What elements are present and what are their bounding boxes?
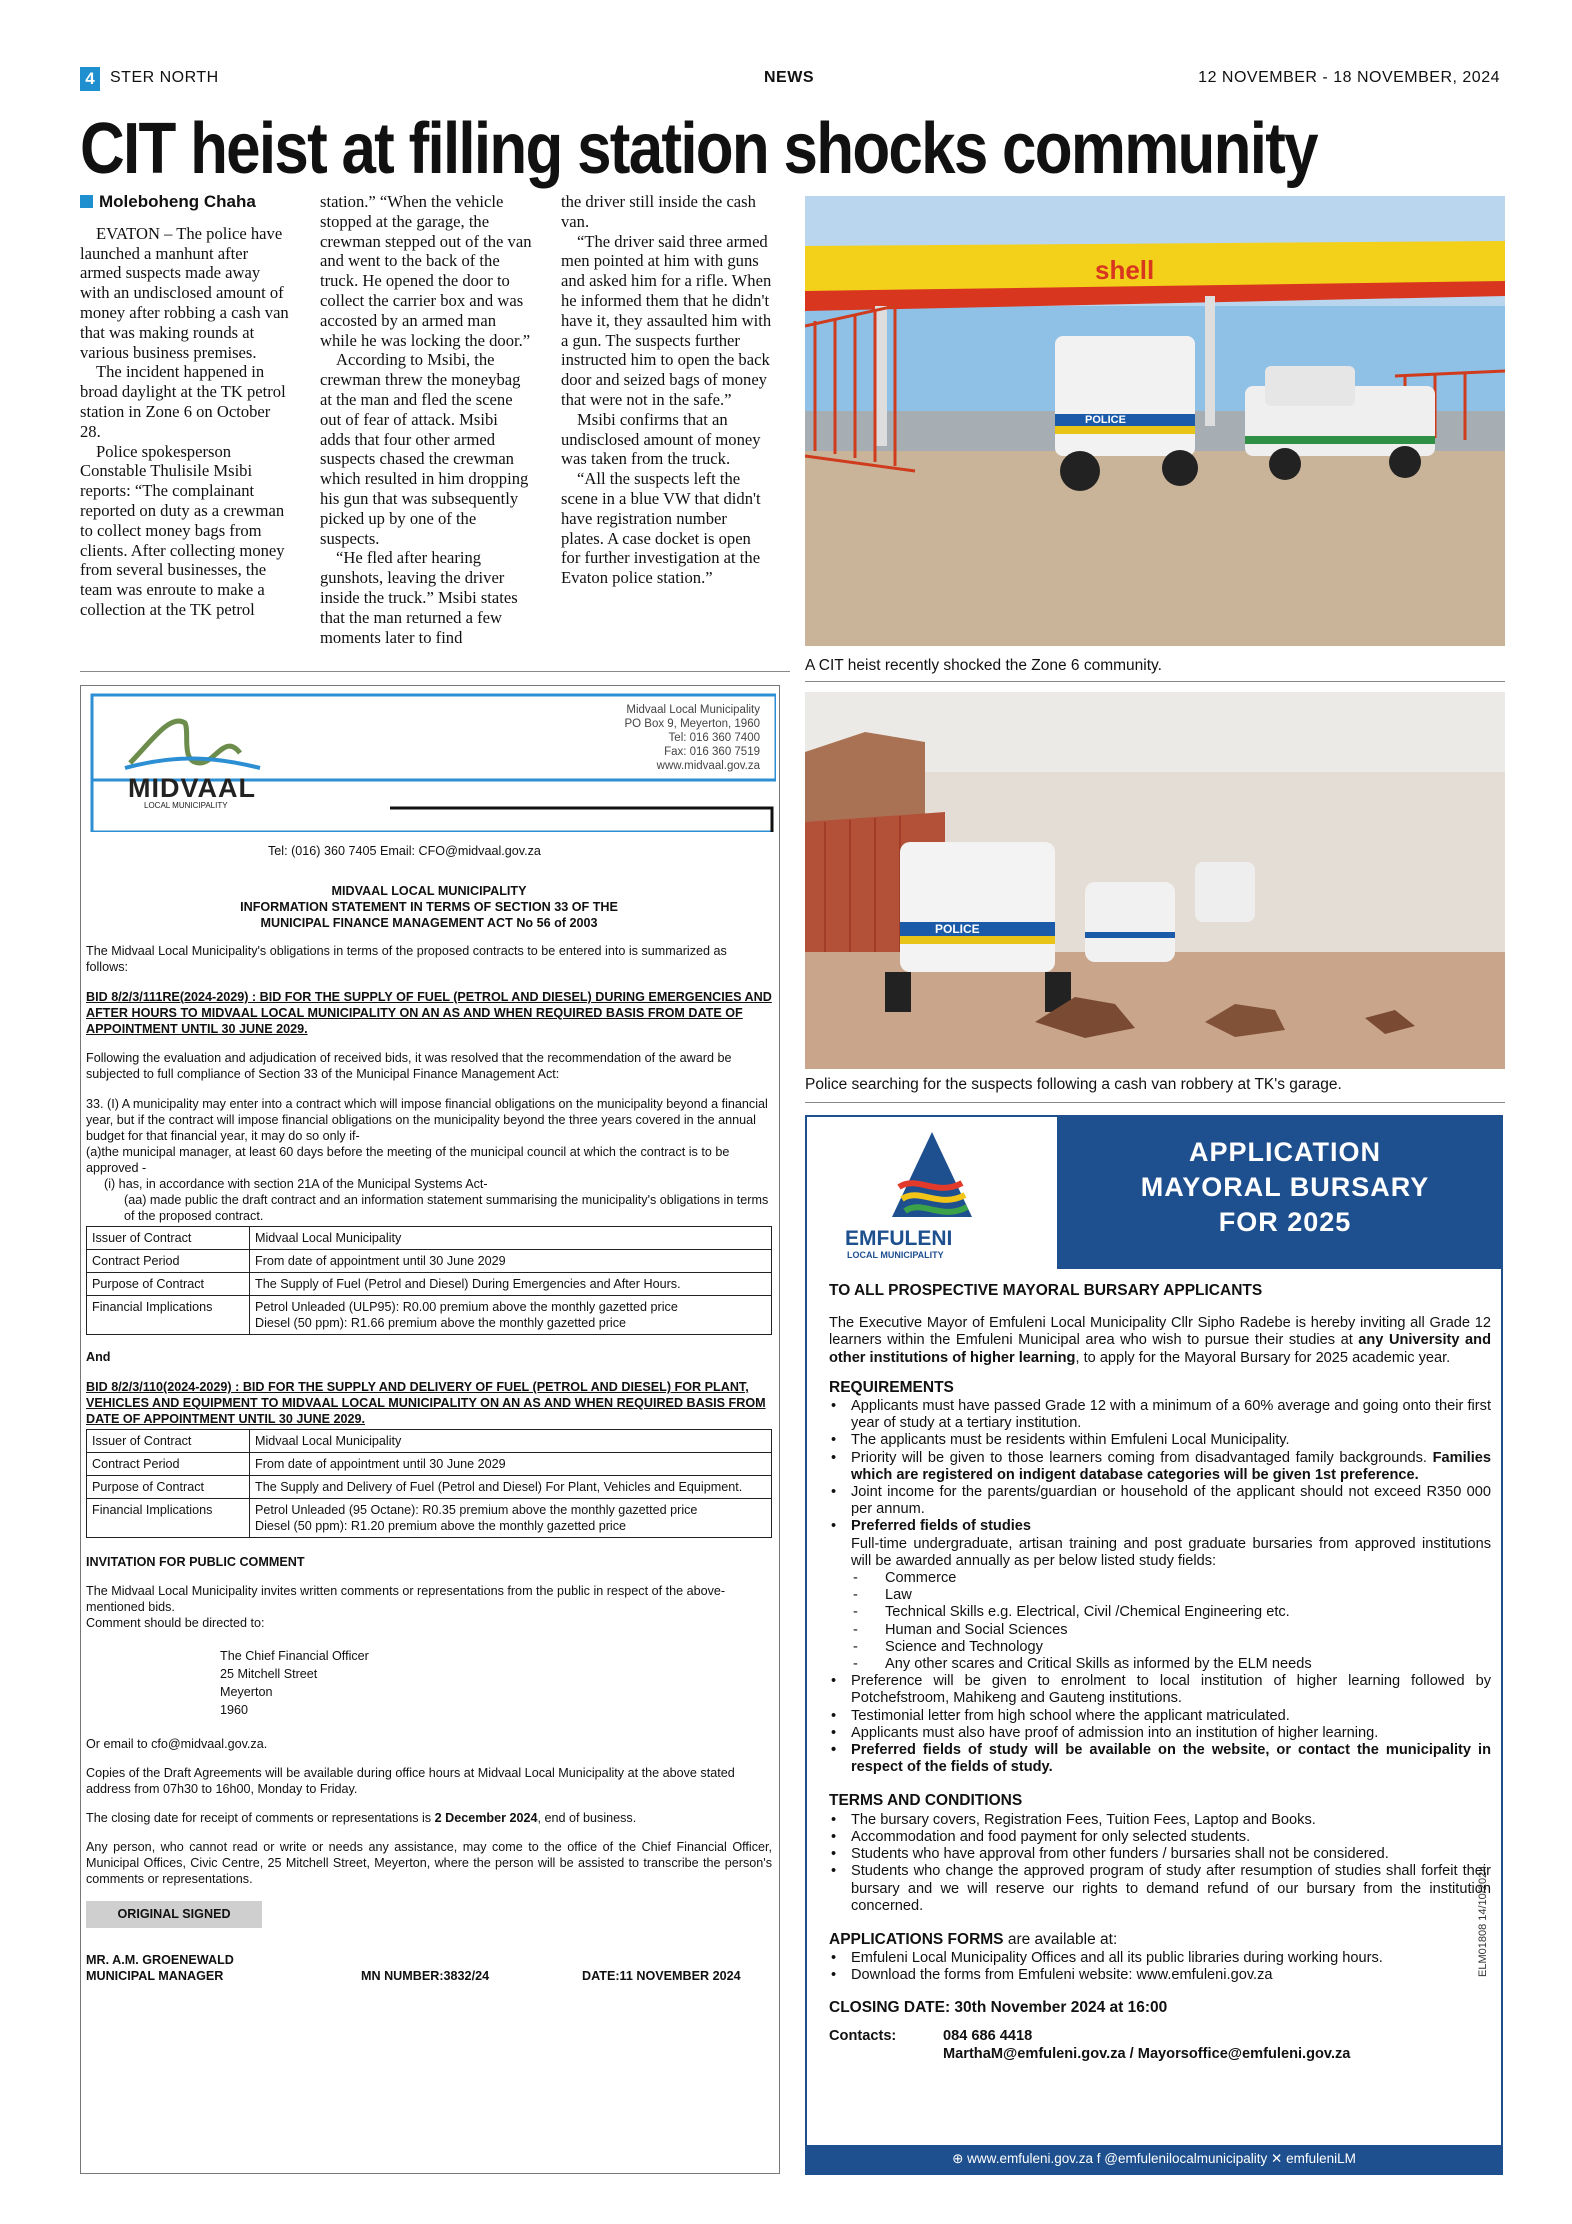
ad-title: APPLICATION MAYORAL BURSARY FOR 2025	[1140, 1137, 1430, 1237]
cfo-address: The Chief Financial Officer 25 Mitchell Street Meyerton 1960	[220, 1649, 369, 1717]
forms-heading: APPLICATIONS FORMS are available at:	[829, 1930, 1118, 1948]
page-number: 4	[80, 67, 100, 91]
article-paragraph: The incident happened in broad daylight at the TK petrol station in Zone 6 on October 28.	[80, 362, 286, 441]
original-signed-box: ORIGINAL SIGNED	[86, 1901, 262, 1928]
signer-title: MUNICIPAL MANAGER	[86, 1969, 224, 1983]
copies-text: Copies of the Draft Agreements will be available during office hours at Midvaal Local Municipality at the above stated address from 07h30 to 16h00, Monday to Friday.	[86, 1766, 735, 1796]
article-column-1	[80, 192, 292, 620]
article-paragraph: “All the suspects left the scene in a blue VW that didn't have registration number plates. A case docket is open for further investigation at the Evaton police station.”	[561, 469, 761, 588]
list-item: - Any other scares and Critical Skills as informed by the ELM needs	[829, 1656, 1491, 1673]
list-item: • Priority will be given to those learners coming from disadvantaged family backgrounds. Families which are registered on indigent database categories will be given 1st preference.	[829, 1450, 1491, 1484]
list-item: • Emfuleni Local Municipality Offices and all its public libraries during working hours.	[829, 1950, 1491, 1967]
invitation-heading: INVITATION FOR PUBLIC COMMENT	[86, 1555, 305, 1569]
closing-date: CLOSING DATE: 30th November 2024 at 16:00	[829, 1998, 1168, 2016]
list-item: • Applicants must also have proof of admission into an institution of higher learning.	[829, 1725, 1491, 1742]
list-item: - Human and Social Sciences	[829, 1622, 1491, 1639]
photo1-caption: A CIT heist recently shocked the Zone 6 community.	[805, 657, 1162, 674]
midvaal-logo-sub: LOCAL MUNICIPALITY	[144, 801, 228, 810]
section33-a: (a)the municipal manager, at least 60 days before the meeting of the municipal council at which the contract is to be approved -	[86, 1145, 730, 1175]
article-paragraph: “The driver said three armed men pointed at him with guns and asked him for a rifle. When he informed them that he didn't have it, they assaulted him with a gun. The suspects further instructed him to open the back door and seized bags of money that were not in the safe.”	[561, 231, 772, 409]
assist-text: Any person, who cannot read or write or needs any assistance, may come to the office of the Chief Financial Officer, Municipal Offices, Civic Centre, 25 Mitchell Street, Meyerton, where the person will be assisted to transcribe the person's comments or representations.	[86, 1840, 772, 1886]
list-item: • Accommodation and food payment for only selected students.	[829, 1829, 1491, 1846]
article-paragraph: According to Msibi, the crewman threw the moneybag at the man and fled the scene out of fear of attack. Msibi adds that four other armed suspects chased the crewman which resulted in him dropping his gun that was subsequently picked up by one of the suspects.	[320, 350, 529, 548]
midvaal-following: Following the evaluation and adjudication of received bids, it was resolved that the recommendation of the award be subjected to full compliance of Section 33 of the Municipal Finance Management Act:	[86, 1051, 732, 1081]
terms-heading: TERMS AND CONDITIONS	[829, 1792, 1023, 1810]
section33-aa: (aa) made public the draft contract and an information statement summarising the municipality's obligations in terms of the proposed contract.	[124, 1193, 769, 1223]
and-label: And	[86, 1350, 111, 1364]
list-item: - Technical Skills e.g. Electrical, Civil /Chemical Engineering etc.	[829, 1604, 1491, 1621]
ad-body	[829, 1282, 1491, 2064]
forms-list	[829, 1950, 1491, 1984]
emfuleni-logo-icon	[807, 1117, 1057, 1227]
list-item: • Joint income for the parents/guardian or household of the applicant should not exceed R350 000 per annum.	[829, 1484, 1491, 1518]
table-row: Purpose of Contract The Supply of Fuel (Petrol and Diesel) During Emergencies and After Hours.	[87, 1273, 772, 1296]
article-headline: CIT heist at filling station shocks community	[80, 109, 1317, 189]
divider	[805, 681, 1505, 682]
article-paragraph: Police spokesperson Constable Thulisile Msibi reports: “The complainant reported on duty as a crewman to collect money bags from clients. After collecting money from several businesses, the team was enroute to make a collection at the TK petrol	[80, 441, 285, 619]
emfuleni-logo-sub: LOCAL MUNICIPALITY	[847, 1250, 944, 1260]
list-item: • Students who change the approved program of study after resumption of studies shall forfeit their bursary and we will reserve our rights to demand refund of our bursary from the institution concerned.	[829, 1863, 1491, 1915]
bid2-title: BID 8/2/3/110(2024-2029) : BID FOR THE SUPPLY AND DELIVERY OF FUEL (PETROL AND DIESEL) FOR PLANT, VEHICLES AND EQUIPMENT TO MIDVAAL LOCAL MUNICIPALITY ON AN AS AND WHEN REQUIRED BASIS FROM DATE OF APPOINTMENT UNTIL 30 JUNE 2029.	[86, 1380, 766, 1426]
list-item: - Commerce	[829, 1570, 1491, 1587]
svg-text:POLICE: POLICE	[935, 922, 980, 936]
table-row: Purpose of Contract The Supply and Delivery of Fuel (Petrol and Diesel) For Plant, Vehicles and Equipment.	[87, 1476, 772, 1499]
list-item: • The applicants must be residents within Emfuleni Local Municipality.	[829, 1432, 1491, 1449]
table-row: Issuer of Contract Midvaal Local Municipality	[87, 1227, 772, 1250]
notice-date: DATE:11 NOVEMBER 2024	[582, 1969, 741, 1983]
ad-footer-links: ⊕ www.emfuleni.gov.za f @emfulenilocalmunicipality ✕ emfuleniLM	[807, 2145, 1501, 2173]
table-row: Contract Period From date of appointment until 30 June 2029	[87, 1250, 772, 1273]
issue-date: 12 NOVEMBER - 18 NOVEMBER, 2024	[1198, 69, 1500, 86]
article-paragraph: “He fled after hearing gunshots, leaving the driver inside the truck.” Msibi states that the man returned a few moments later to find	[320, 548, 518, 647]
contacts: Contacts: 084 686 4418 MarthaM@emfuleni.gov.za / Mayorsoffice@emfuleni.gov.za	[829, 2027, 1351, 2062]
photo-police-search	[805, 692, 1505, 1069]
contract-table-1	[86, 1226, 772, 1335]
section33-ai: (i) has, in accordance with section 21A of the Municipal Systems Act-	[104, 1177, 488, 1191]
shell-sign: shell	[1095, 255, 1155, 285]
req-heading: REQUIREMENTS	[829, 1378, 954, 1396]
list-item: • Testimonial letter from high school where the applicant matriculated.	[829, 1708, 1491, 1725]
list-item: • Download the forms from Emfuleni website: www.emfuleni.gov.za	[829, 1967, 1491, 1984]
photo-filling-station	[805, 196, 1505, 646]
photo2-caption: Police searching for the suspects following a cash van robbery at TK's garage.	[805, 1076, 1342, 1093]
list-item: • Applicants must have passed Grade 12 with a minimum of a 60% average and going onto their first year of study at a tertiary institution.	[829, 1398, 1491, 1432]
ad-to: TO ALL PROSPECTIVE MAYORAL BURSARY APPLICANTS	[829, 1282, 1263, 1299]
byline: Moleboheng Chaha	[80, 192, 292, 212]
midvaal-contact: Tel: (016) 360 7405 Email: CFO@midvaal.gov.za	[268, 844, 541, 858]
emfuleni-bursary-ad	[805, 1115, 1503, 2175]
table-row: Issuer of Contract Midvaal Local Municipality	[87, 1430, 772, 1453]
article-paragraph: Msibi confirms that an undisclosed amount of money was taken from the truck.	[561, 409, 761, 469]
section33: 33. (I) A municipality may enter into a contract which will impose financial obligations on the municipality beyond a financial year, but if the contract will impose financial obligations on the municipality beyond the three years covered in the annual budget for that financial year, it may do so only if-	[86, 1097, 768, 1143]
divider	[805, 1102, 1505, 1103]
midvaal-body	[86, 843, 772, 1984]
section-name: NEWS	[764, 69, 814, 86]
contract-table-2	[86, 1429, 772, 1538]
list-item: • The bursary covers, Registration Fees, Tuition Fees, Laptop and Books.	[829, 1812, 1491, 1829]
terms-list	[829, 1812, 1491, 1915]
table-row: Financial Implications Petrol Unleaded (ULP95): R0.00 premium above the monthly gazetted price Diesel (50 ppm): R1.66 premium above the monthly gazetted price	[87, 1296, 772, 1335]
bid1-title: BID 8/2/3/111RE(2024-2029) : BID FOR THE SUPPLY OF FUEL (PETROL AND DIESEL) DURING EMERGENCIES AND AFTER HOURS TO MIDVAAL LOCAL MUNICIPALITY ON AN AS AND WHEN REQUIRED BASIS FROM DATE OF APPOINTMENT UNTIL 30 JUNE 2029.	[86, 990, 772, 1036]
article-column-3	[561, 192, 773, 588]
req-list	[829, 1398, 1491, 1776]
midvaal-letterhead	[90, 693, 776, 832]
signer-name: MR. A.M. GROENEWALD	[86, 1953, 234, 1967]
article-paragraph: EVATON – The police have launched a manhunt after armed suspects made away with an undisclosed amount of money after robbing a cash van that was making rounds at various business premises.	[80, 223, 289, 362]
emfuleni-logo-panel	[807, 1117, 1057, 1269]
list-item: - Law	[829, 1587, 1491, 1604]
list-item: • Preferred fields of study will be available on the website, or contact the municipality in respect of the fields of study.	[829, 1742, 1491, 1776]
table-row: Financial Implications Petrol Unleaded (95 Octane): R0.35 premium above the monthly gazetted price Diesel (50 ppm): R1.20 premium above the monthly gazetted price	[87, 1499, 772, 1538]
mn-number: MN NUMBER:3832/24	[361, 1969, 490, 1983]
emfuleni-logo-text: EMFULENI	[845, 1227, 953, 1250]
list-item: • Students who have approval from other funders / bursaries shall not be considered.	[829, 1846, 1491, 1863]
signer-line	[86, 1968, 772, 1984]
midvaal-address: Midvaal Local Municipality PO Box 9, Meyerton, 1960 Tel: 016 360 7400 Fax: 016 360 7519 www.midvaal.gov.za	[624, 704, 760, 772]
midvaal-logo-text: MIDVAAL	[128, 773, 256, 803]
list-item: • Preference will be given to enrolment to local institution of higher learning followed by Potchefstroom, Mahikeng and Gauteng institutions.	[829, 1673, 1491, 1707]
list-item: - Science and Technology	[829, 1639, 1491, 1656]
ad-intro: The Executive Mayor of Emfuleni Local Municipality Cllr Sipho Radebe is hereby inviting all Grade 12 learners within the Emfuleni Municipal area who wish to pursue their studies at any University and other institutions of higher learning, to apply for the Mayoral Bursary for 2025 academic year.	[829, 1315, 1491, 1366]
contact-emails: MarthaM@emfuleni.gov.za / Mayorsoffice@emfuleni.gov.za	[943, 2045, 1351, 2062]
article-column-2	[320, 192, 532, 647]
divider	[80, 671, 790, 672]
contact-phone: 084 686 4418	[943, 2027, 1033, 2044]
midvaal-title: MIDVAAL LOCAL MUNICIPALITY INFORMATION STATEMENT IN TERMS OF SECTION 33 OF THE MUNICIPAL FINANCE MANAGEMENT ACT No 56 of 2003	[240, 884, 618, 930]
ad-reference: ELM01808 14/10/2024	[1477, 1865, 1489, 1977]
directed-text: Comment should be directed to:	[86, 1616, 265, 1630]
invitation-text: The Midvaal Local Municipality invites written comments or representations from the public in respect of the above-mentioned bids.	[86, 1584, 726, 1614]
list-item: • Preferred fields of studies Full-time undergraduate, artisan training and post graduate bursaries from approved institutions will be awarded annually as per below listed study fields:	[829, 1518, 1491, 1570]
closing-text: The closing date for receipt of comments or representations is 2 December 2024, end of business.	[86, 1811, 637, 1825]
article-paragraph: the driver still inside the cash van.	[561, 192, 756, 231]
email-text: Or email to cfo@midvaal.gov.za.	[86, 1737, 268, 1751]
table-row: Contract Period From date of appointment until 30 June 2029	[87, 1453, 772, 1476]
publication-name: STER NORTH	[110, 69, 219, 86]
midvaal-intro: The Midvaal Local Municipality's obligations in terms of the proposed contracts to be entered into is summarized as follows:	[86, 944, 727, 974]
article-paragraph: station.” “When the vehicle stopped at the garage, the crewman stepped out of the van and went to the back of the truck. He opened the door to collect the carrier box and was accosted by an armed man while he was locking the door.”	[320, 192, 532, 350]
svg-text:POLICE: POLICE	[1085, 414, 1126, 426]
